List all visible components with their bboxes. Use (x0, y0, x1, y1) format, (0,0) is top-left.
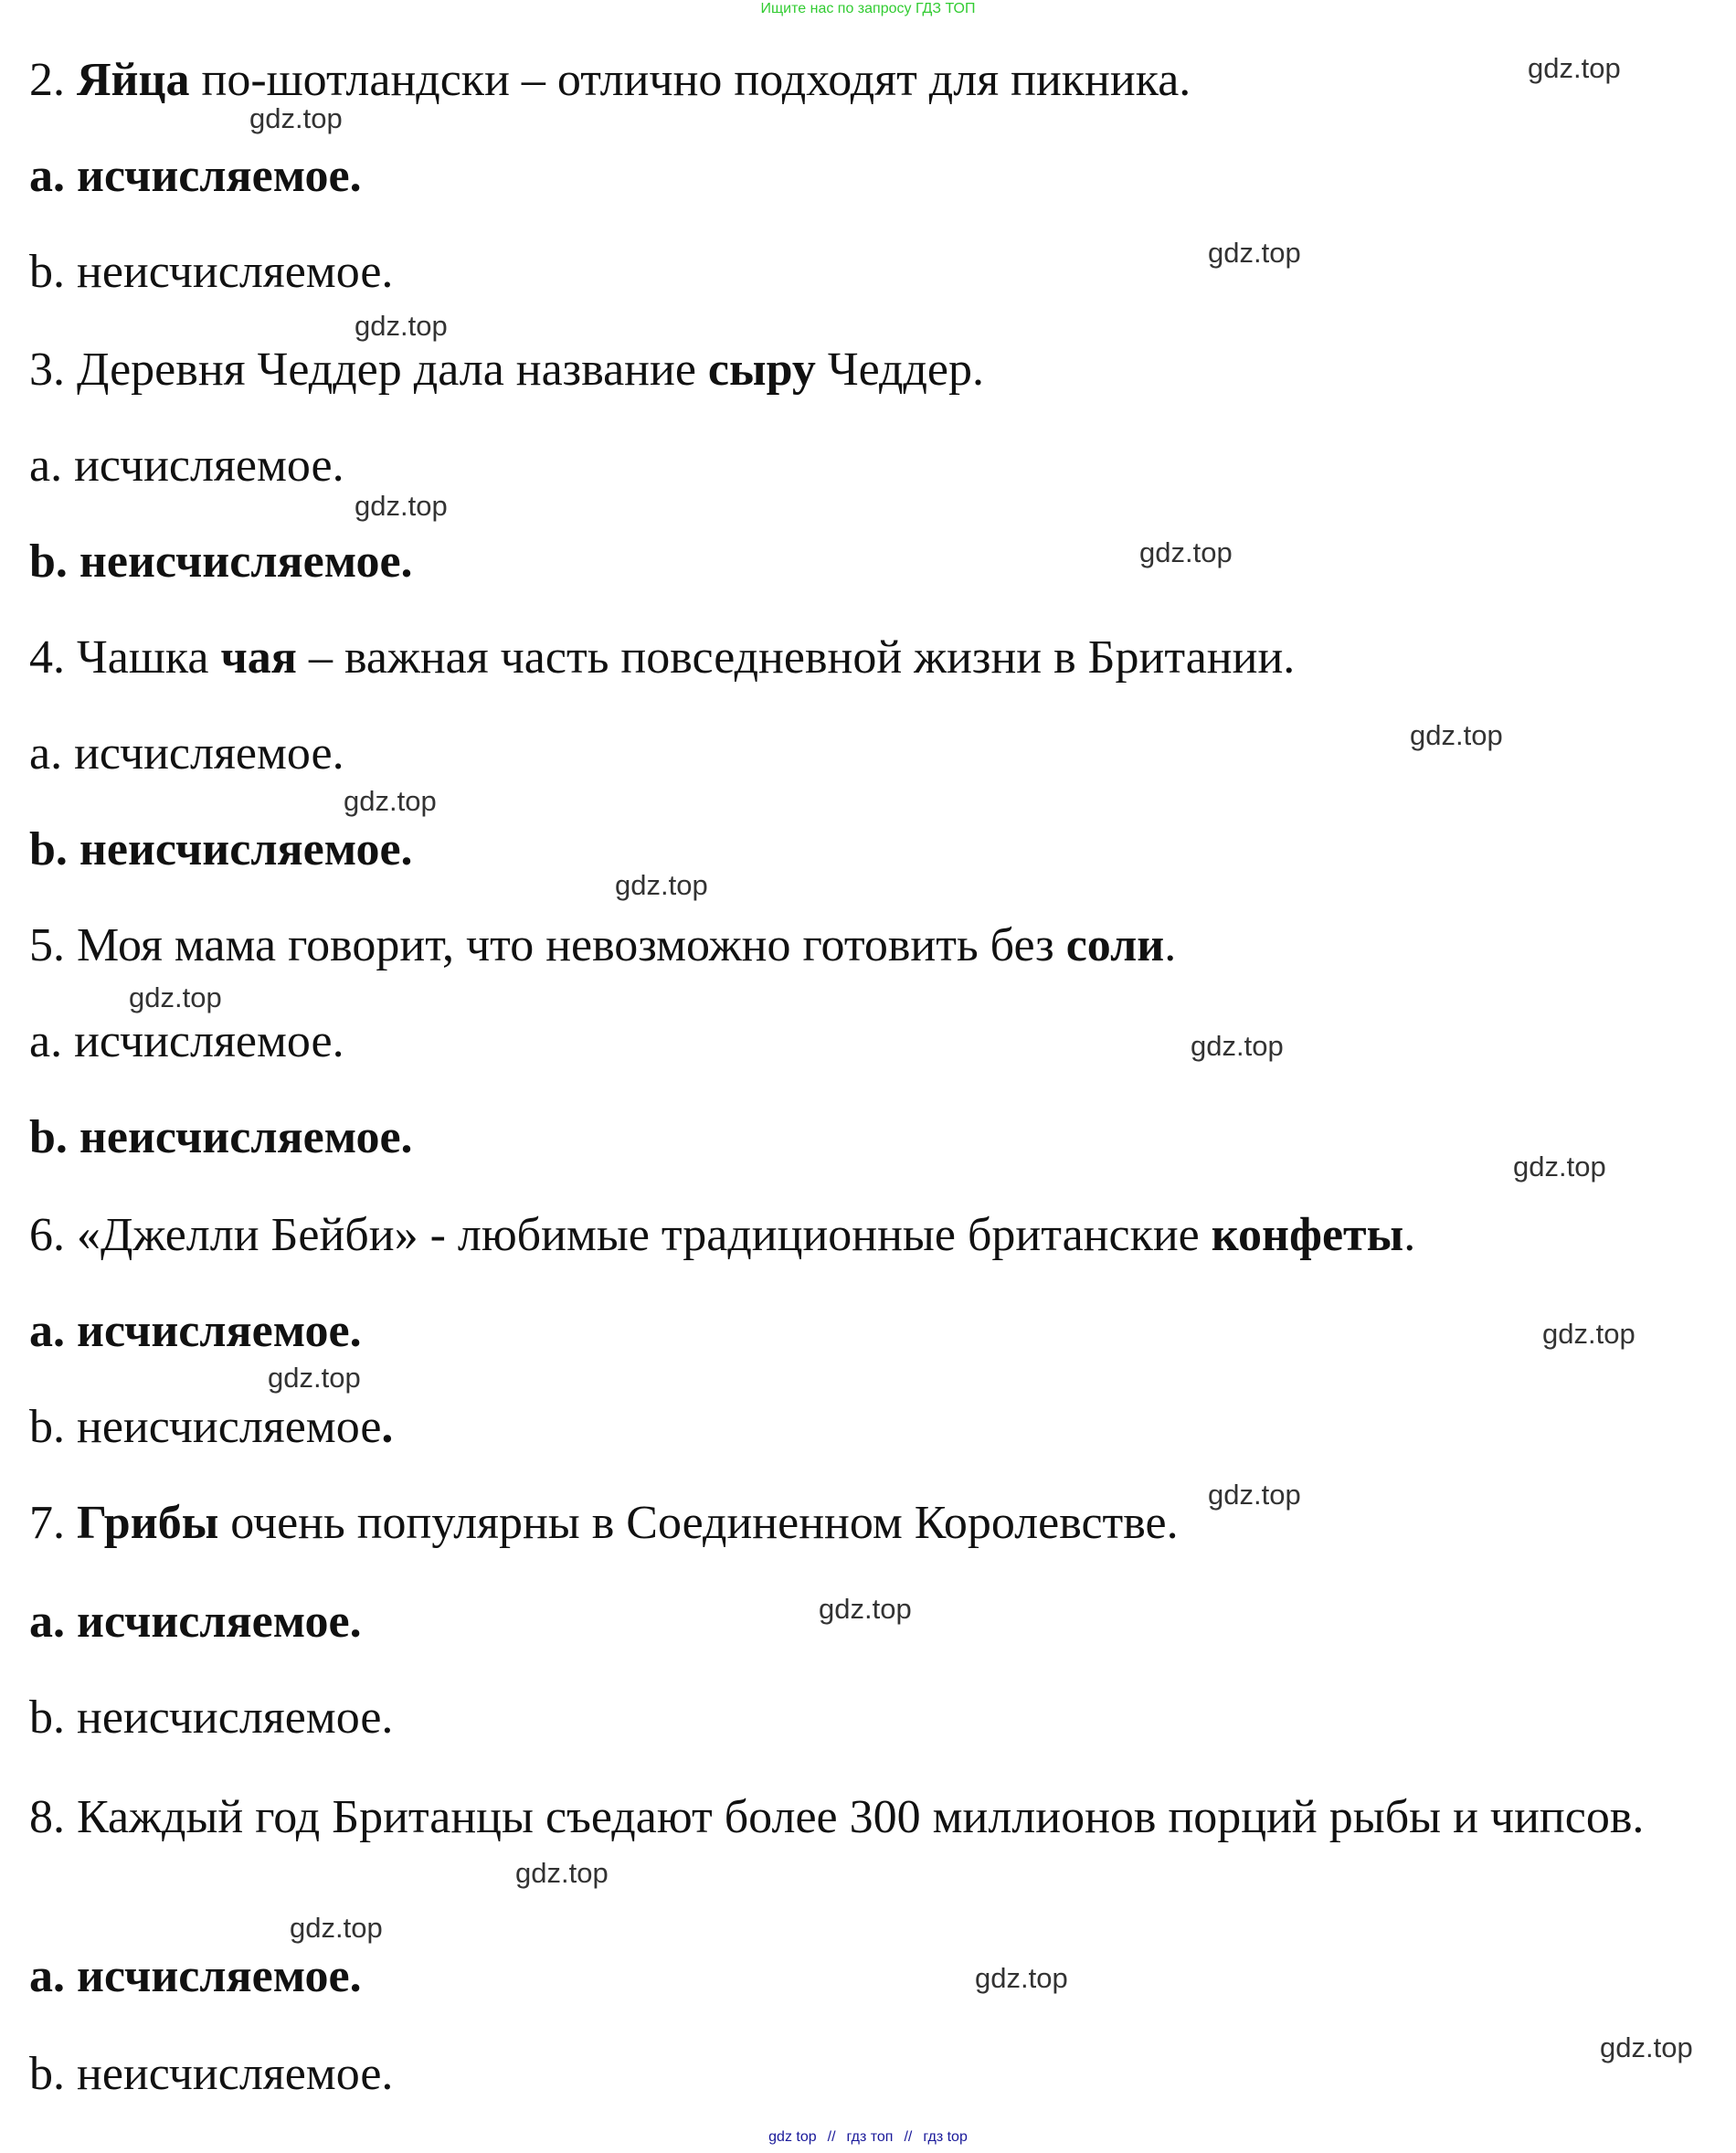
top-search-banner: Ищите нас по запросу ГДЗ ТОП (760, 1, 976, 16)
watermark: gdz.top (975, 1962, 1068, 1994)
watermark: gdz.top (344, 785, 437, 817)
watermark: gdz.top (355, 490, 448, 522)
bottom-separator: // (827, 2129, 836, 2145)
question-3-option-a: a. исчисляемое. (29, 440, 344, 492)
question-5-option-b: b. неисчисляемое. (29, 1111, 413, 1163)
watermark: gdz.top (1542, 1318, 1635, 1350)
watermark: gdz.top (1600, 2031, 1693, 2063)
watermark: gdz.top (290, 1912, 383, 1944)
watermark: gdz.top (1139, 536, 1233, 568)
question-3-keyword: сыру (707, 344, 816, 396)
watermark: gdz.top (1191, 1030, 1284, 1062)
question-8-option-b: b. неисчисляемое. (29, 2048, 394, 2100)
watermark: gdz.top (515, 1857, 609, 1889)
watermark: gdz.top (268, 1362, 361, 1394)
bottom-banner (0, 2127, 1736, 2149)
watermark: gdz.top (1528, 52, 1621, 84)
question-6-option-a: a. исчисляемое. (29, 1305, 362, 1357)
question-7-option-a: a. исчисляемое. (29, 1596, 362, 1648)
watermark: gdz.top (355, 310, 448, 342)
watermark: gdz.top (1208, 1479, 1301, 1511)
question-5-keyword: соли (1065, 919, 1165, 971)
question-4-option-b: b. неисчисляемое. (29, 823, 413, 875)
question-2-keyword: Яйца (77, 54, 190, 106)
question-6-option-b: b. неисчисляемое. (29, 1401, 394, 1453)
watermark: gdz.top (615, 869, 708, 901)
question-8: 8. Каждый год Британцы съедают более 300 миллионов порций рыбы и чипсов. (29, 1791, 1645, 1843)
bottom-link[interactable]: гдз top (923, 2129, 968, 2145)
question-6: 6. «Джелли Бейби» - любимые традиционные британские конфеты. (29, 1209, 1416, 1261)
question-5-option-a: a. исчисляемое. (29, 1015, 344, 1067)
question-4: 4. Чашка чая – важная часть повседневной жизни в Британии. (29, 631, 1296, 684)
bottom-separator: // (904, 2129, 913, 2145)
question-7-option-b: b. неисчисляемое. (29, 1692, 394, 1744)
watermark: gdz.top (819, 1593, 912, 1625)
question-2-option-b: b. неисчисляемое. (29, 246, 394, 298)
question-6-keyword: конфеты (1211, 1209, 1404, 1261)
question-4-keyword: чая (220, 631, 297, 684)
question-7: 7. Грибы очень популярны в Соединенном Королевстве. (29, 1497, 1179, 1549)
question-8-option-a: a. исчисляемое. (29, 1950, 362, 2002)
watermark: gdz.top (129, 981, 222, 1013)
question-4-option-a: a. исчисляемое. (29, 727, 344, 780)
question-7-keyword: Грибы (77, 1497, 219, 1549)
watermark: gdz.top (1410, 719, 1503, 751)
bottom-link[interactable]: gdz top (768, 2129, 817, 2145)
question-5: 5. Моя мама говорит, что невозможно готовить без соли. (29, 919, 1177, 971)
question-3-option-b: b. неисчисляемое. (29, 536, 413, 588)
question-2-option-a: a. исчисляемое. (29, 150, 362, 202)
question-3: 3. Деревня Чеддер дала название сыру Чеддер. (29, 344, 985, 396)
watermark: gdz.top (1208, 237, 1301, 269)
bottom-link[interactable]: гдз топ (846, 2129, 894, 2145)
question-2: 2. Яйца по-шотландски – отлично подходят для пикника. (29, 54, 1191, 106)
watermark: gdz.top (1513, 1151, 1606, 1183)
watermark: gdz.top (249, 102, 343, 134)
